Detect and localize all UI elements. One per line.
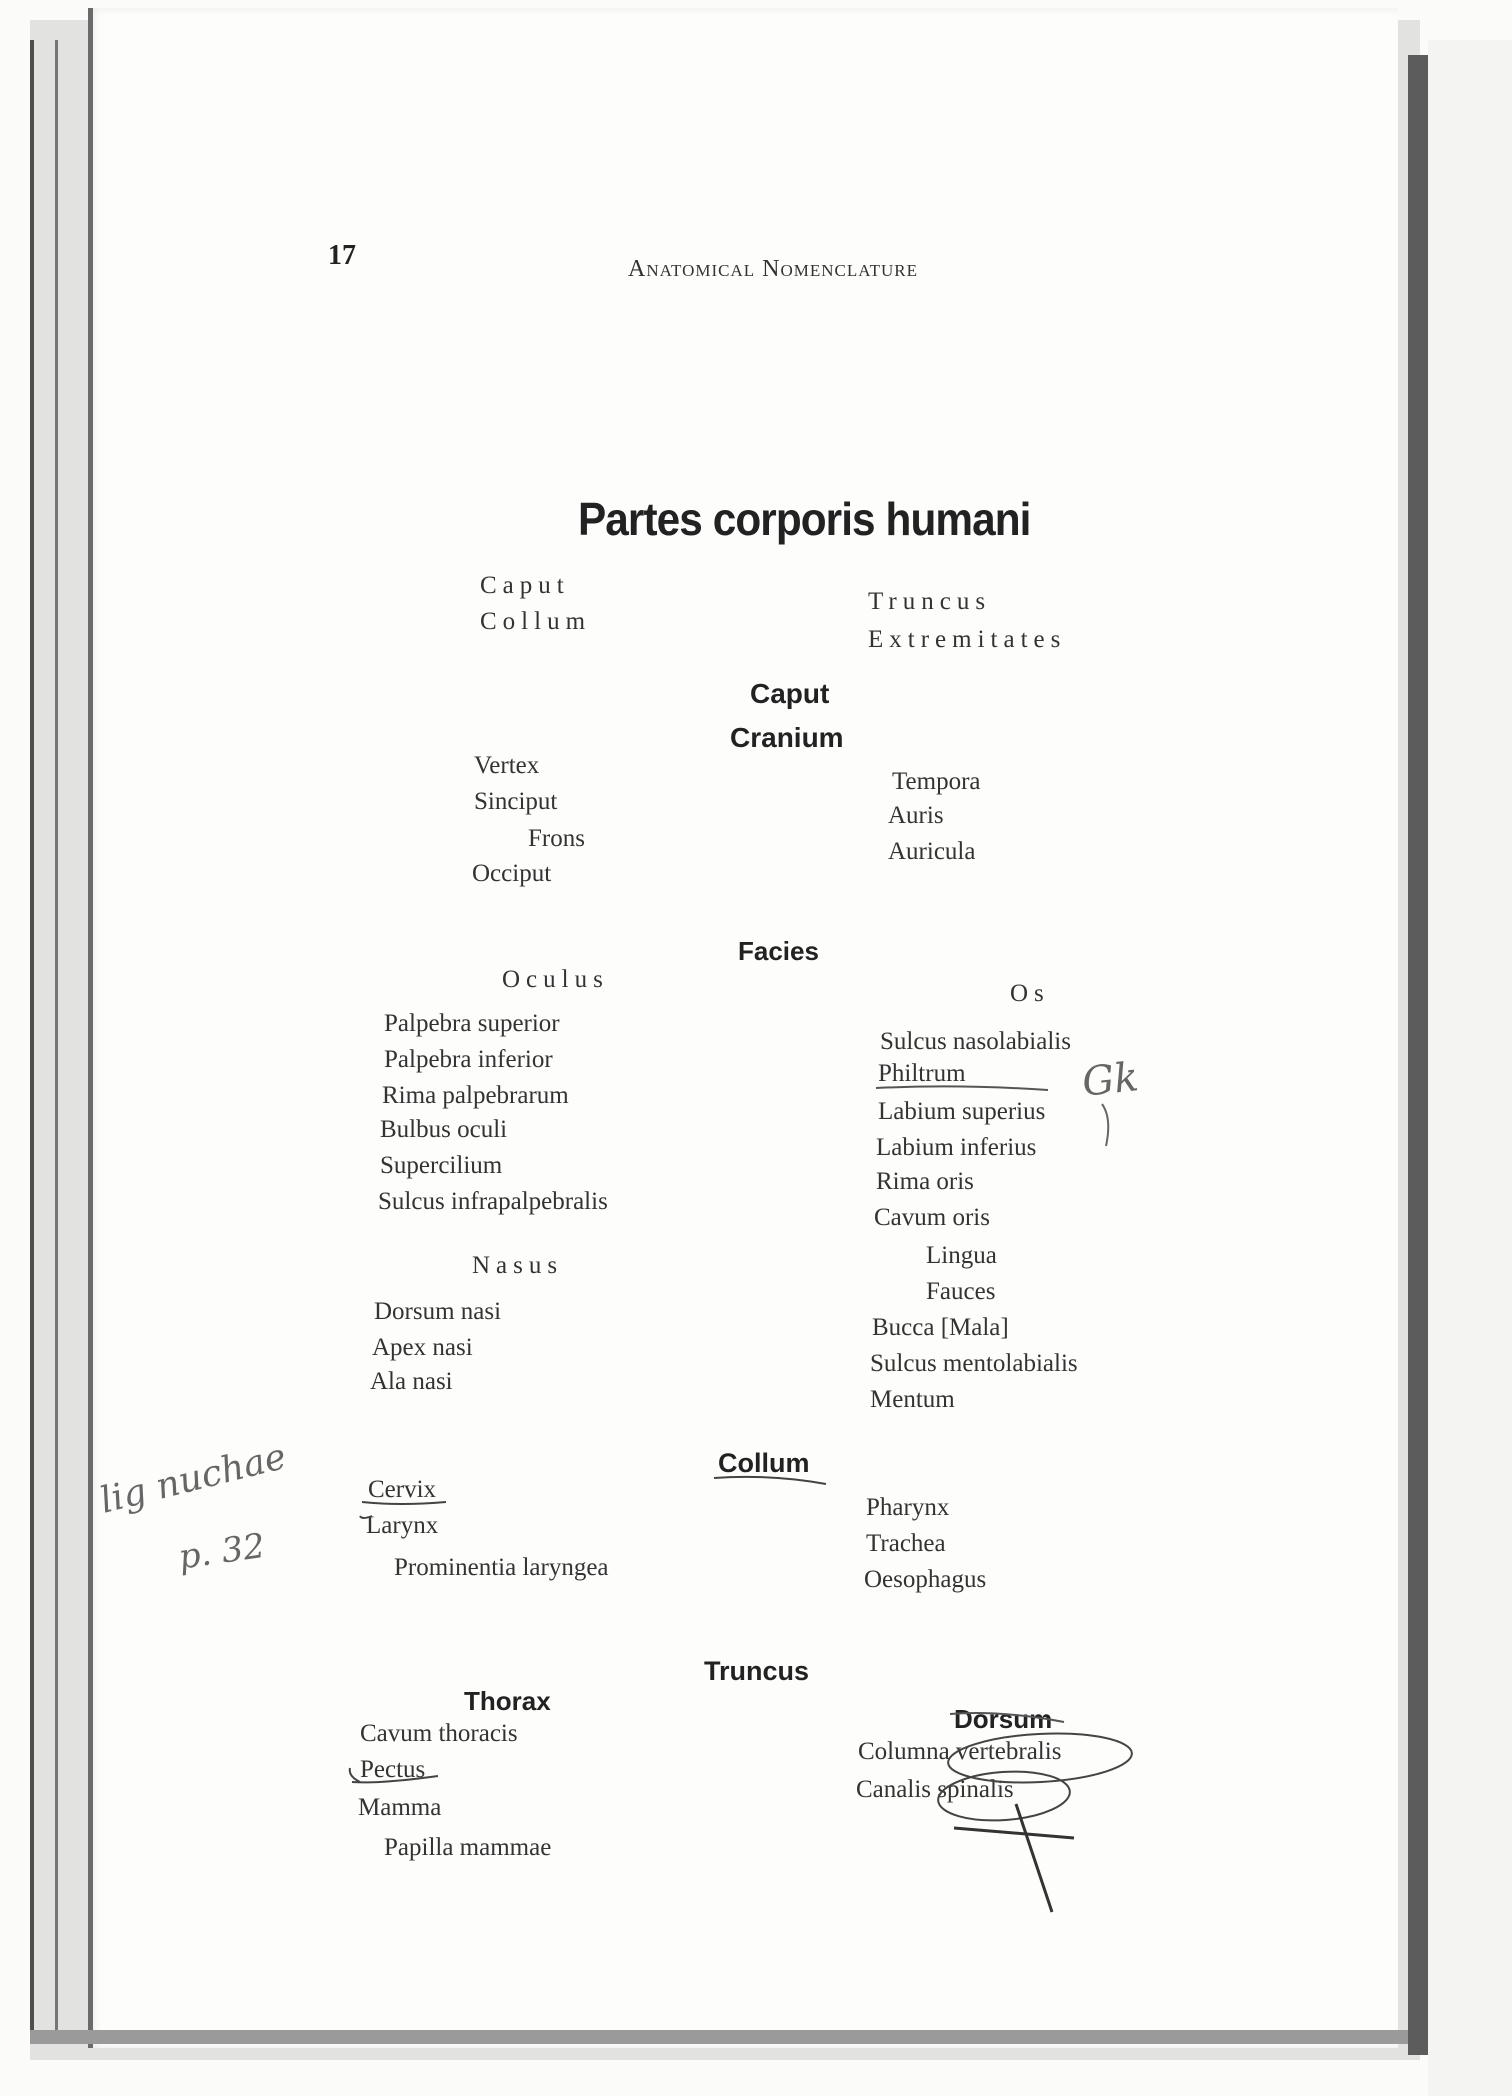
os-item: Sulcus nasolabialis [880,1028,1071,1055]
margin-note-1: lig nuchae [96,1436,291,1522]
running-title: Anatomical Nomenclature [628,256,919,282]
nasus-item: Dorsum nasi [374,1298,502,1325]
thorax-item: Papilla mammae [384,1834,552,1861]
collum-item: Pharynx [866,1494,950,1521]
overview-item: Collum [480,608,592,635]
page-edge-right [1408,55,1428,2055]
os-heading: Os [1010,980,1050,1007]
collum-item: Oesophagus [864,1566,987,1593]
page-edge-bottom [30,2030,1420,2044]
book-page [88,8,1398,2048]
cranium-item: Tempora [892,768,981,795]
nasus-item: Ala nasi [370,1368,453,1395]
os-item: Labium superius [878,1098,1046,1125]
oculus-item: Rima palpebrarum [382,1082,569,1109]
page-edge-left [88,8,93,2048]
nasus-heading: Nasus [472,1252,564,1279]
dorsum-item: Canalis spinalis [856,1776,1014,1803]
cranium-item: Vertex [474,752,540,779]
section-heading-truncus: Truncus [704,1656,810,1686]
stack-edge-left [30,40,34,2030]
overview-item: Truncus [868,588,992,615]
cranium-item: Occiput [472,860,552,887]
os-item: Sulcus mentolabialis [870,1350,1078,1377]
os-item: Rima oris [876,1168,974,1195]
section-heading-caput: Caput [750,678,830,709]
collum-item: Cervix [368,1476,437,1503]
nasus-item: Apex nasi [372,1334,473,1361]
os-item: Cavum oris [874,1204,990,1231]
collum-item: Prominentia laryngea [394,1554,609,1581]
section-heading-collum: Collum [718,1448,810,1478]
margin-note-2: p. 32 [176,1525,268,1578]
os-item: Lingua [926,1242,997,1269]
oculus-heading: Oculus [502,966,609,993]
stack-edge-inner [55,40,58,2040]
thorax-item: Pectus [360,1756,426,1783]
cranium-item: Sinciput [474,788,558,815]
page-number: 17 [328,240,356,271]
page-title: Partes corporis humani [578,493,1031,545]
os-item: Fauces [926,1278,996,1305]
os-item: Labium inferius [876,1134,1037,1161]
oculus-item: Bulbus oculi [380,1116,508,1143]
oculus-item: Supercilium [380,1152,503,1179]
collum-item: Larynx [366,1512,439,1539]
next-page-strip [1428,40,1512,2096]
collum-item: Trachea [866,1530,946,1557]
overview-item: Caput [480,572,570,599]
os-item: Bucca [Mala] [872,1314,1009,1341]
os-item: Philtrum [878,1060,966,1087]
right-margin-note: Gk [1080,1054,1141,1106]
oculus-item: Palpebra superior [384,1010,560,1037]
subsection-heading-dorsum: Dorsum [954,1704,1053,1734]
cranium-item: Auris [888,802,944,829]
subsection-heading-facies: Facies [738,936,819,966]
subsection-heading-thorax: Thorax [464,1686,551,1716]
cranium-item: Frons [528,825,585,852]
thorax-item: Mamma [358,1794,442,1821]
dorsum-item: Columna vertebralis [858,1738,1062,1765]
thorax-item: Cavum thoracis [360,1720,518,1747]
cranium-item: Auricula [888,838,976,865]
overview-item: Extremitates [868,626,1067,653]
oculus-item: Sulcus infrapalpebralis [378,1188,608,1215]
oculus-item: Palpebra inferior [384,1046,553,1073]
os-item: Mentum [870,1386,955,1413]
subsection-heading-cranium: Cranium [730,722,844,753]
